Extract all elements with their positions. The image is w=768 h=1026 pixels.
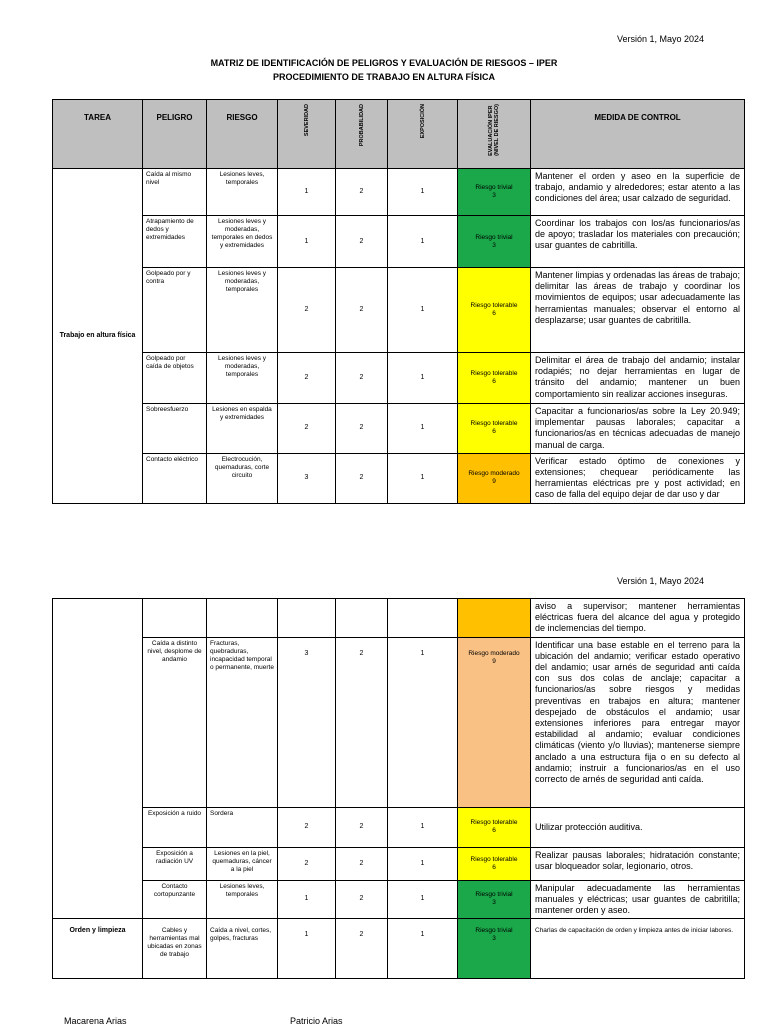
table-row [53,169,745,216]
exposicion-cell [388,599,458,638]
nivel-riesgo-cell: Riesgo tolerable 6 [458,268,531,353]
probabilidad-cell: 2 [336,353,388,404]
iper-table-page1 [52,99,745,504]
header-tarea: TAREA [53,100,143,169]
exposicion-cell: 1 [388,880,458,919]
header-riesgo: RIESGO [207,100,278,169]
probabilidad-cell: 2 [336,880,388,919]
severidad-cell: 1 [278,216,336,268]
medida-cell: Identificar una base estable en el terreno para la ubicación del andamio; verificar estado operativo del andamio; usar arnés de seguridad anti caída con sus dos colas de anclaje; capacitar a funcionarios/as sobre riesgos y medidas preventivas en trabajos en altura; mantener despejado de obstáculos el andamio; usar extensiones inferiores para entregar mayor estabilidad al andamio; evaluar condiciones climáticas (viento y/o lluvias); mantenerse siempre anclado a una estructura fija o en su defecto al andamio; instruir a funcionarios/as en el uso correcto de arnés de seguridad anti caída. [531,637,745,807]
peligro-cell: Contacto eléctrico [143,453,207,503]
peligro-cell: Golpeado por caída de objetos [143,353,207,404]
nivel-riesgo-cell: Riesgo moderado 9 [458,637,531,807]
header-row [53,100,745,169]
severidad-cell: 2 [278,353,336,404]
medida-cell: Coordinar los trabajos con los/as funcionarios/as de apoyo; trasladar los materiales con precaución; usar guantes de cabritilla. [531,216,745,268]
table-row [53,807,745,847]
signature-right: Patricio Arias [290,1016,343,1026]
nivel-riesgo-cell: Riesgo tolerable 6 [458,404,531,454]
nivel-riesgo-cell: Riesgo tolerable 6 [458,353,531,404]
medida-cell: Mantener limpias y ordenadas las áreas de trabajo; delimitar las áreas de trabajo y coordinar los movimientos de equipos; usar adecuadamente las herramientas manuales; observar el entorno al desplazarse; usar guantes de cabritilla. [531,268,745,353]
exposicion-cell: 1 [388,453,458,503]
peligro-cell: Atrapamiento de dedos y extremidades [143,216,207,268]
probabilidad-cell [336,599,388,638]
probabilidad-cell: 2 [336,807,388,847]
riesgo-cell: Fracturas, quebraduras, incapacidad temporal o permanente, muerte [207,637,278,807]
severidad-cell: 3 [278,637,336,807]
header-exposicion: EXPOSICIÓN [388,100,458,169]
title-line-1: MATRIZ DE IDENTIFICACIÓN DE PELIGROS Y EVALUACIÓN DE RIESGOS – IPER [210,58,558,68]
medida-cell: Manipular adecuadamente las herramientas manuales y eléctricas; usar guantes de cabritilla; mantener orden y aseo. [531,880,745,919]
page-title [0,56,768,84]
header-peligro: PELIGRO [143,100,207,169]
exposicion-cell: 1 [388,807,458,847]
riesgo-cell: Lesiones leves y moderadas, temporales [207,353,278,404]
riesgo-cell: Lesiones leves y moderadas, temporales [207,268,278,353]
title-line-2: PROCEDIMIENTO DE TRABAJO EN ALTURA FÍSICA [272,72,495,82]
exposicion-cell: 1 [388,353,458,404]
header-probabilidad: PROBABILIDAD [336,100,388,169]
riesgo-cell: Lesiones en espalda y extremidades [207,404,278,454]
riesgo-cell: Lesiones leves y moderadas, temporales en dedos y extremidades [207,216,278,268]
peligro-cell: Exposición a radiación UV [143,847,207,880]
version-label: Versión 1, Mayo 2024 [616,576,704,586]
nivel-riesgo-cell: Riesgo trivial 3 [458,919,531,979]
task-cell-empty [53,599,143,919]
peligro-cell: Sobreesfuerzo [143,404,207,454]
medida-cell: Delimitar el área de trabajo del andamio; instalar rodapiés; no dejar herramientas en lugar de tránsito del andamio; mantener un buen comportamiento sin realizar acciones inseguras. [531,353,745,404]
probabilidad-cell: 2 [336,268,388,353]
table-row [53,353,745,404]
severidad-cell: 3 [278,453,336,503]
nivel-riesgo-cell [458,599,531,638]
task-cell: Orden y limpieza [53,919,143,979]
exposicion-cell: 1 [388,404,458,454]
header-medida: MEDIDA DE CONTROL [531,100,745,169]
severidad-cell: 2 [278,404,336,454]
exposicion-cell: 1 [388,919,458,979]
peligro-cell: Cables y herramientas mal ubicadas en zonas de trabajo [143,919,207,979]
probabilidad-cell: 2 [336,637,388,807]
table-row [53,404,745,454]
medida-cell: aviso a supervisor; mantener herramientas eléctricas fuera del alcance del agua y protegido de inclemencias del tiempo. [531,599,745,638]
peligro-cell: Caída a distinto nivel, desplome de andamio [143,637,207,807]
exposicion-cell: 1 [388,169,458,216]
exposicion-cell: 1 [388,847,458,880]
medida-cell: Realizar pausas laborales; hidratación constante; usar bloqueador solar, legionario, otros. [531,847,745,880]
medida-cell: Charlas de capacitación de orden y limpieza antes de iniciar labores. [531,919,745,979]
medida-cell: Mantener el orden y aseo en la superficie de trabajo, andamio y alrededores; estar atento a las condiciones del área; usar calzado de seguridad. [531,169,745,216]
signature-left: Macarena Arias [64,1016,127,1026]
header-severidad: SEVERIDAD [278,100,336,169]
peligro-cell: Caída al mismo nivel [143,169,207,216]
nivel-riesgo-cell: Riesgo trivial 3 [458,169,531,216]
probabilidad-cell: 2 [336,919,388,979]
table-row [53,919,745,979]
probabilidad-cell: 2 [336,453,388,503]
table-row [53,847,745,880]
riesgo-cell: Caída a nivel, cortes, golpes, fracturas [207,919,278,979]
severidad-cell [278,599,336,638]
table-row [53,453,745,503]
table-row [53,268,745,353]
riesgo-cell: Lesiones en la piel, quemaduras, cáncer a la piel [207,847,278,880]
medida-cell: Verificar estado óptimo de conexiones y extensiones; chequear periódicamente las herramientas eléctricas pre y post actividad; en caso de falla del equipo dejar de dar uso y dar [531,453,745,503]
nivel-riesgo-cell: Riesgo trivial 3 [458,880,531,919]
header-evaluacion: EVALUACIÓN IPER (NIVEL DE RIESGO) [458,100,531,169]
probabilidad-cell: 2 [336,847,388,880]
riesgo-cell: Lesiones leves, temporales [207,169,278,216]
severidad-cell: 1 [278,169,336,216]
table-row [53,599,745,638]
riesgo-cell [207,599,278,638]
nivel-riesgo-cell: Riesgo moderado 9 [458,453,531,503]
severidad-cell: 2 [278,807,336,847]
task-cell: Trabajo en altura física [53,169,143,504]
probabilidad-cell: 2 [336,404,388,454]
exposicion-cell: 1 [388,268,458,353]
version-label: Versión 1, Mayo 2024 [616,34,704,44]
probabilidad-cell: 2 [336,216,388,268]
riesgo-cell: Sordera [207,807,278,847]
table-row [53,880,745,919]
severidad-cell: 1 [278,880,336,919]
nivel-riesgo-cell: Riesgo tolerable 6 [458,807,531,847]
medida-cell: Capacitar a funcionarios/as sobre la Ley 20.949; implementar pausas laborales; capacitar a funcionarios/as en técnicas adecuadas de manejo manual de carga. [531,404,745,454]
table-row [53,637,745,807]
table-row [53,216,745,268]
peligro-cell: Exposición a ruido [143,807,207,847]
peligro-cell: Contacto cortopunzante [143,880,207,919]
riesgo-cell: Lesiones leves, temporales [207,880,278,919]
probabilidad-cell: 2 [336,169,388,216]
peligro-cell [143,599,207,638]
nivel-riesgo-cell: Riesgo trivial 3 [458,216,531,268]
medida-cell: Utilizar protección auditiva. [531,807,745,847]
severidad-cell: 1 [278,919,336,979]
exposicion-cell: 1 [388,216,458,268]
severidad-cell: 2 [278,268,336,353]
nivel-riesgo-cell: Riesgo tolerable 6 [458,847,531,880]
iper-table-page2 [52,598,745,979]
severidad-cell: 2 [278,847,336,880]
exposicion-cell: 1 [388,637,458,807]
riesgo-cell: Electrocución, quemaduras, corte circuito [207,453,278,503]
peligro-cell: Golpeado por y contra [143,268,207,353]
